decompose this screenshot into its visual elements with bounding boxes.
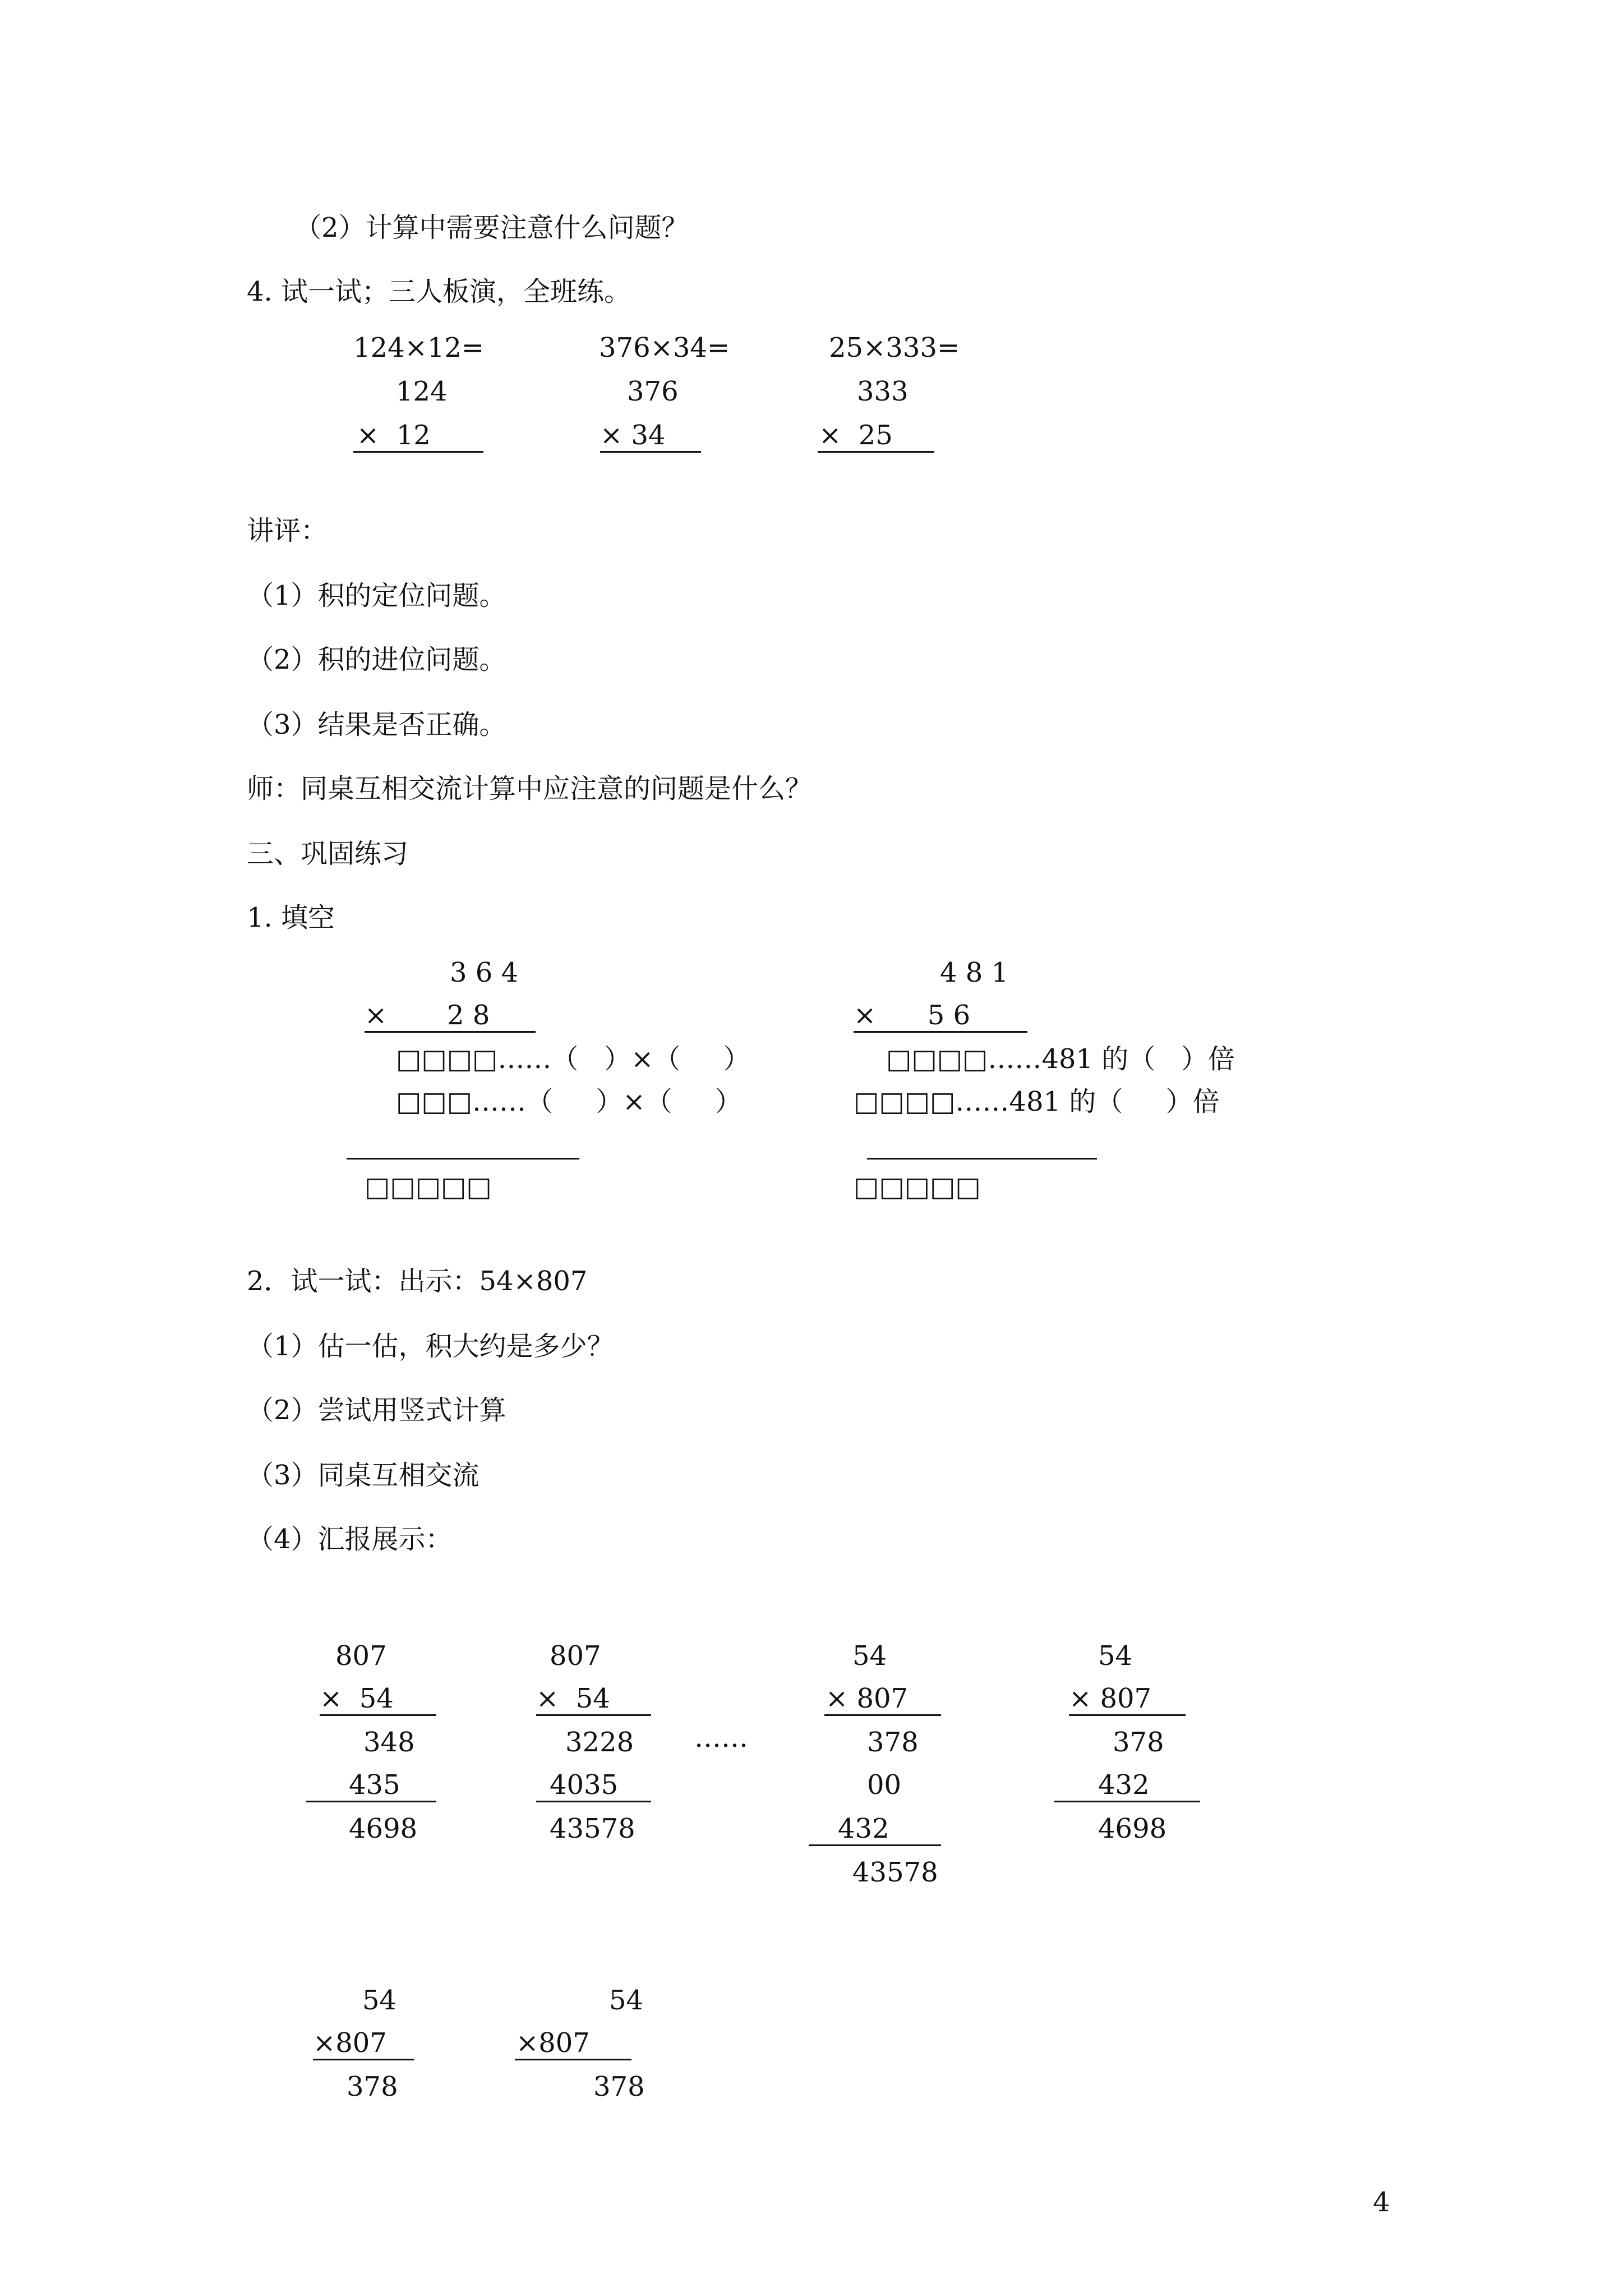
fill-1-row-2: □□□……（ ）×（ ） [396,1086,742,1117]
work-2-line-5: 43578 [550,1813,635,1844]
work-3-line-5: 432 [838,1813,889,1844]
work-5-line-1: 54 [362,1985,397,2016]
work-5-rule [313,2059,414,2060]
work-1-line-3: 348 [363,1727,415,1758]
work-3-line-4: 00 [867,1769,902,1801]
fill-2-multiplier: × 5 6 [854,1000,971,1031]
fill-1-rule [365,1031,536,1033]
work-6-rule [515,2059,631,2060]
equation-1: 124×12= [353,332,485,364]
review-heading: 讲评： [247,515,328,546]
calc-2-rule [600,451,701,453]
work-3-line-6: 43578 [852,1857,938,1888]
work-6-line-3: 378 [593,2071,645,2102]
equation-3: 25×333= [829,332,960,364]
work-2-rule-1 [536,1714,651,1716]
work-5-line-2: ×807 [313,2027,387,2059]
equation-2: 376×34= [599,332,730,364]
calc-3-multiplier: × 25 [819,420,893,451]
work-2-line-3: 3228 [565,1727,634,1758]
question-attention: （2）计算中需要注意什么问题？ [294,212,689,243]
work-3-line-1: 54 [852,1640,887,1672]
work-2-rule-2 [536,1801,651,1802]
fill-1-row-1: □□□□……（ ）×（ ） [396,1043,750,1075]
work-3-rule-2 [809,1844,941,1846]
item-4-heading: 4. 试一试；三人板演，全班练。 [247,276,631,307]
calc-1-top: 124 [396,376,448,407]
work-6-line-1: 54 [609,1985,644,2016]
work-1-line-2: × 54 [320,1683,394,1714]
section-3-heading: 三、巩固练习 [247,838,409,869]
calc-1-rule [353,451,483,453]
step-3: （3）同桌互相交流 [247,1460,479,1491]
work-4-line-2: × 807 [1069,1683,1152,1714]
work-2-line-1: 807 [550,1640,601,1672]
work-1-line-4: 435 [349,1769,400,1801]
step-2: （2）尝试用竖式计算 [247,1395,506,1426]
step-1: （1）估一估，积大约是多少？ [247,1331,614,1362]
fill-heading: 1. 填空 [247,902,335,933]
page-number: 4 [1373,2187,1390,2218]
work-4-line-1: 54 [1098,1640,1133,1672]
item-2-heading: 2．试一试：出示：54×807 [247,1266,588,1297]
fill-1-result: □□□□□ [365,1171,492,1203]
work-5-line-3: 378 [347,2071,398,2102]
fill-1-multiplier: × 2 8 [365,1000,490,1031]
fill-2-rule [854,1031,1027,1033]
fill-2-sum-rule [867,1158,1097,1159]
fill-1-top: 3 6 4 [450,957,519,988]
review-point-1: （1）积的定位问题。 [247,580,506,611]
calc-3-top: 333 [857,376,909,407]
step-4: （4）汇报展示： [247,1524,453,1555]
work-4-rule-2 [1054,1801,1200,1802]
teacher-prompt: 师：同桌互相交流计算中应注意的问题是什么？ [247,773,813,804]
work-6-line-2: ×807 [516,2027,590,2059]
work-1-rule-2 [306,1801,436,1802]
review-point-3: （3）结果是否正确。 [247,709,506,740]
work-3-line-3: 378 [867,1727,919,1758]
calc-2-top: 376 [627,376,679,407]
fill-2-row-2: □□□□……481 的（ ）倍 [854,1086,1220,1117]
work-2-line-4: 4035 [550,1769,619,1801]
fill-2-top: 4 8 1 [940,957,1009,988]
work-4-line-3: 378 [1113,1727,1164,1758]
work-1-rule-1 [320,1714,436,1716]
calc-1-multiplier: × 12 [357,420,431,451]
fill-2-row-1: □□□□……481 的（ ）倍 [886,1043,1235,1075]
work-4-line-4: 432 [1098,1769,1150,1801]
work-1-line-1: 807 [335,1640,387,1672]
work-1-line-5: 4698 [349,1813,418,1844]
fill-1-sum-rule [347,1158,579,1159]
calc-3-rule [818,451,934,453]
fill-2-result: □□□□□ [854,1171,981,1203]
calc-2-multiplier: × 34 [600,420,666,451]
work-3-line-2: × 807 [826,1683,909,1714]
work-3-rule-1 [824,1714,941,1716]
work-2-line-2: × 54 [536,1683,610,1714]
work-4-line-5: 4698 [1098,1813,1167,1844]
ellipsis: …… [694,1722,748,1754]
review-point-2: （2）积的进位问题。 [247,644,506,675]
work-4-rule-1 [1069,1714,1186,1716]
